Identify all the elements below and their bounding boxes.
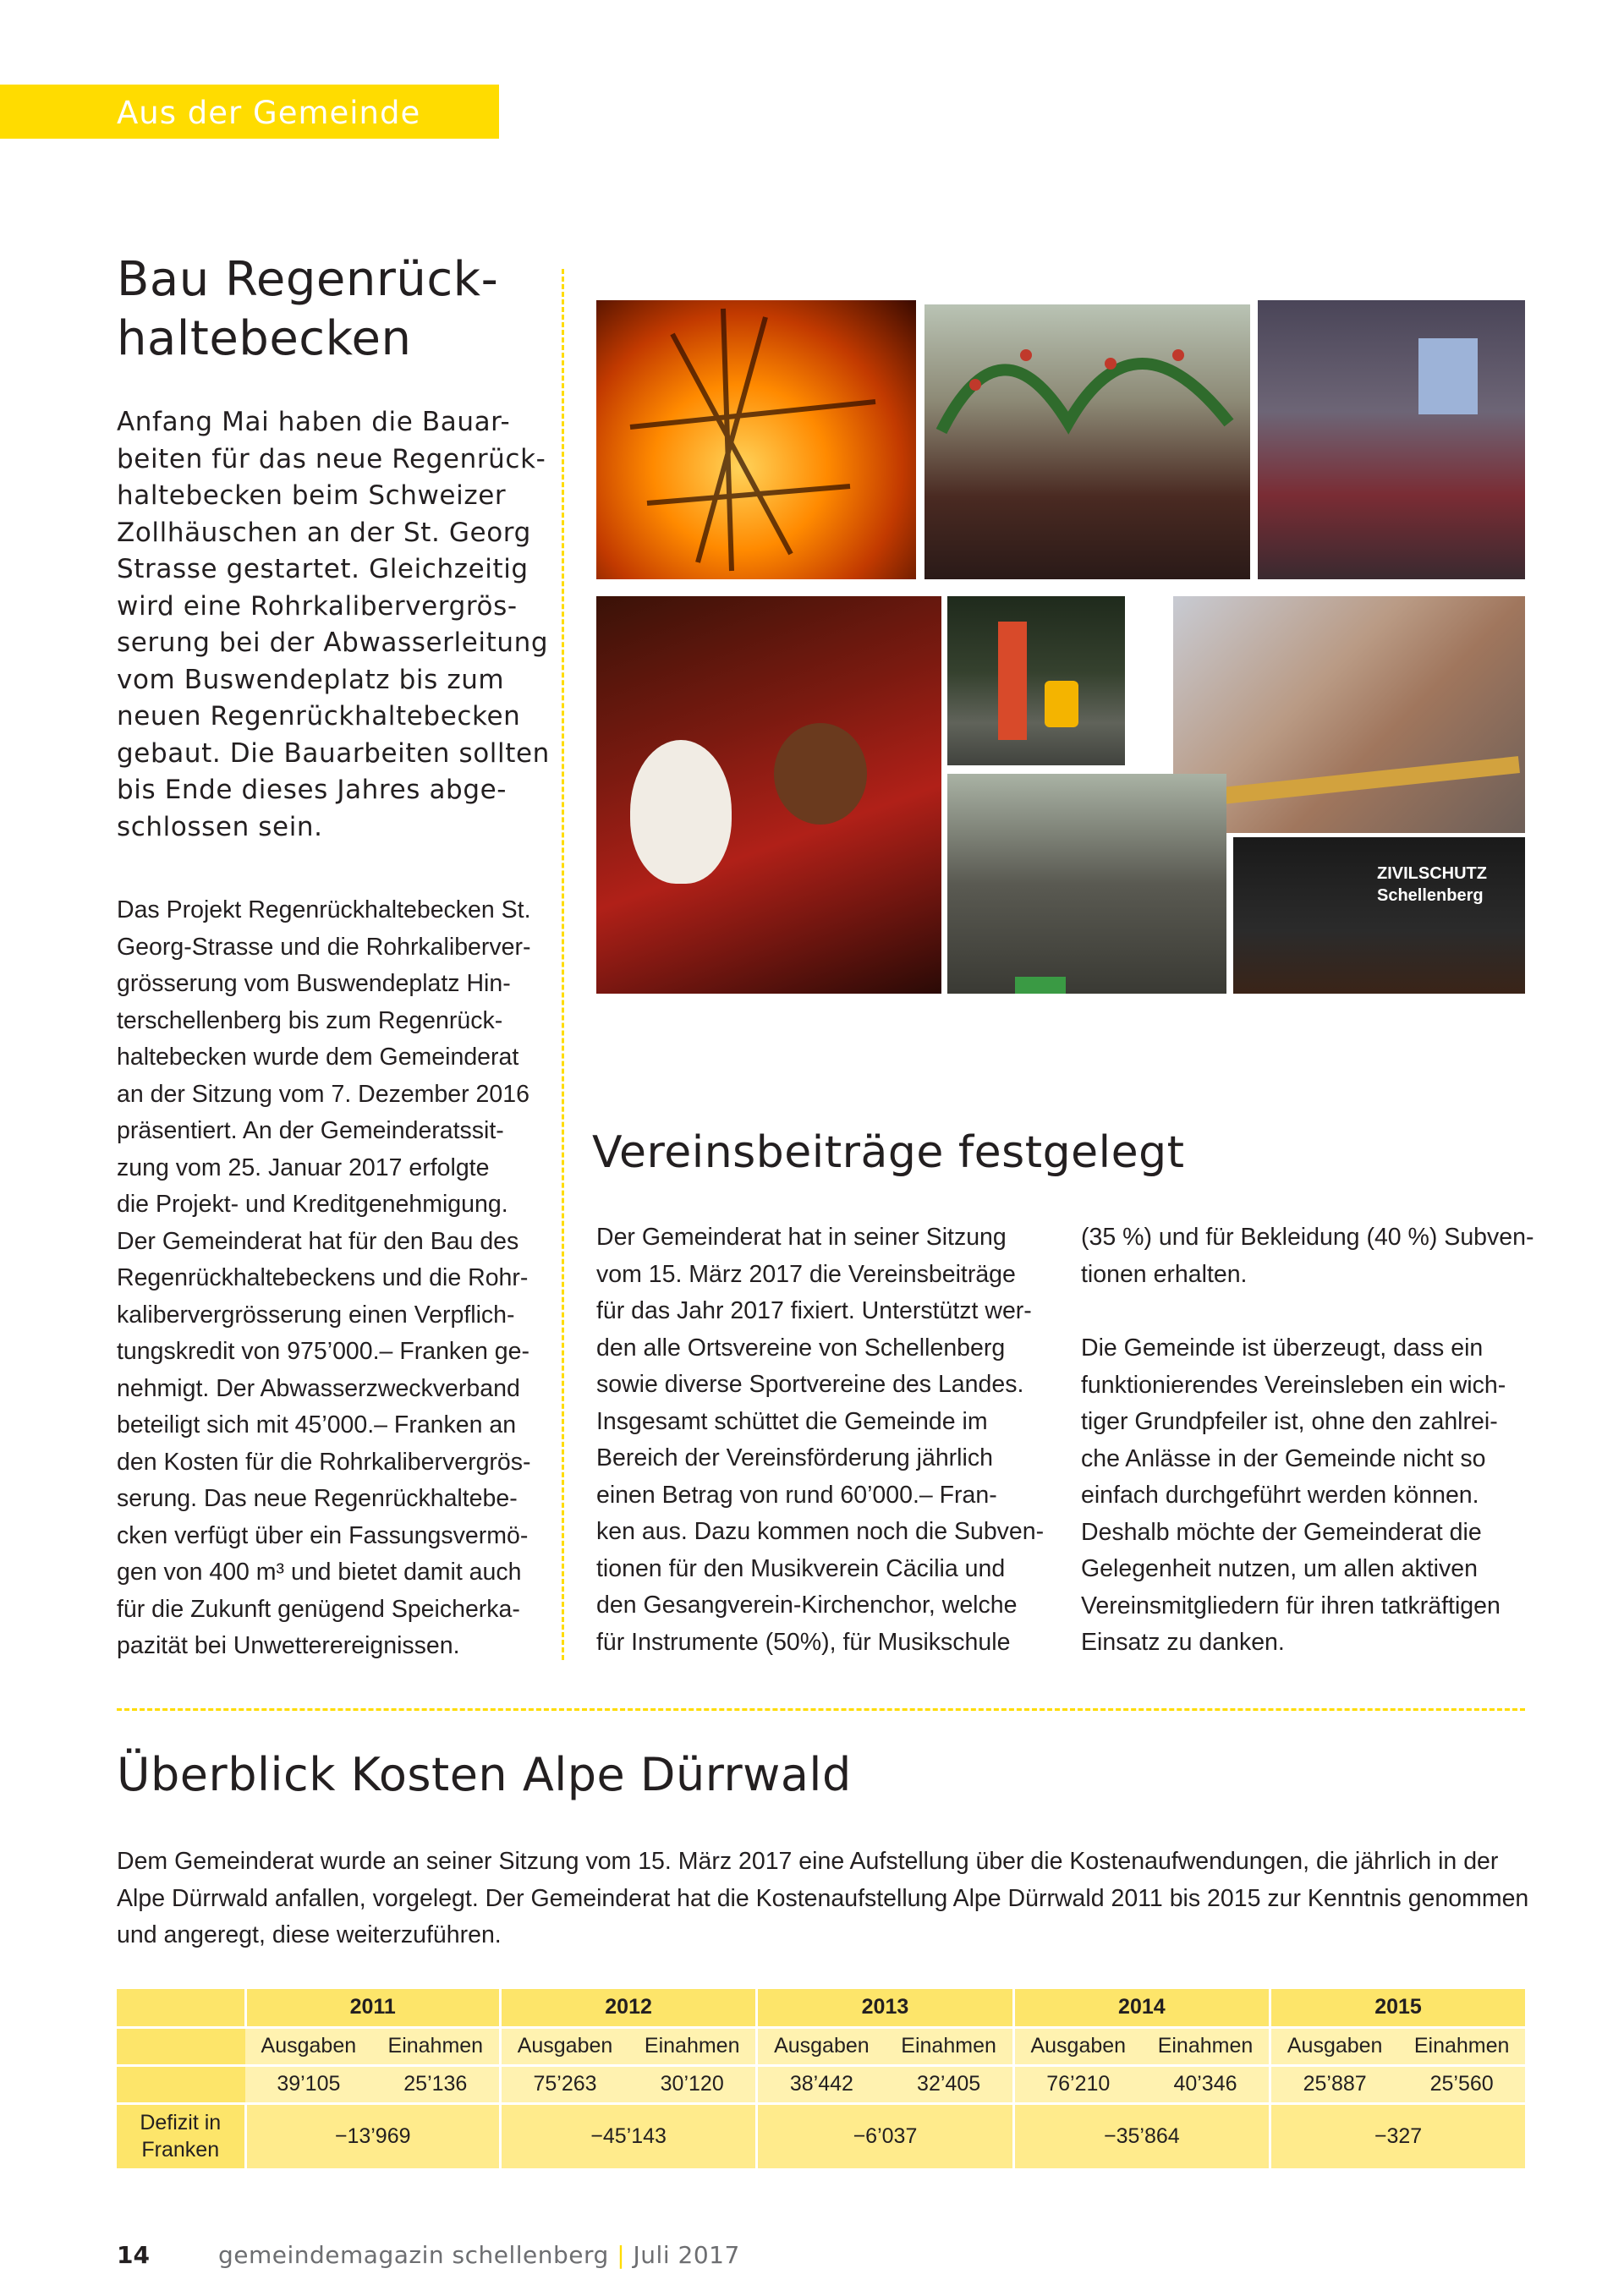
photo-bonfire [596, 300, 916, 579]
year-header: 2012 [500, 1989, 756, 2027]
ausgaben-header: Ausgaben [757, 2027, 886, 2065]
ausgaben-value: 76’210 [1013, 2065, 1142, 2103]
footer-publication: gemeindemagazin schellenberg | Juli 2017 [218, 2241, 740, 2269]
einnahmen-value: 40’346 [1142, 2065, 1270, 2103]
deficit-value: −45’143 [500, 2103, 756, 2168]
table-corner-cell [117, 1989, 245, 2027]
article3-title: Überblick Kosten Alpe Dürrwald [117, 1748, 852, 1801]
article1-lead: Anfang Mai haben die Bauar- beiten für das neue Regenrück- haltebecken beim Schweizer Zollhäuschen an der St. Georg Strasse gestartet. Gleichzeitig wird eine Rohrkalibervergrös- serung bei der Abwasserleitung vom Buswendeplatz bis zum neuen Regenrückhaltebecken gebaut. Die Bauarbeiten sollten bis Ende dieses Jahres abge- schlossen sein. [117, 407, 550, 842]
photo-civil-protection [1233, 837, 1525, 994]
section-tab [0, 85, 499, 139]
table-row-years [117, 1989, 1525, 2027]
photo-costume-dance [924, 304, 1250, 579]
einnahmen-header: Einahmen [1398, 2027, 1525, 2065]
civil-protection-badge: ZIVILSCHUTZ Schellenberg [1377, 864, 1487, 905]
einnahmen-value: 25’136 [372, 2065, 501, 2103]
ausgaben-value: 39’105 [245, 2065, 372, 2103]
deficit-value: −6’037 [757, 2103, 1013, 2168]
article1-title: Bau Regenrück- haltebecken [117, 252, 499, 366]
deficit-value: −327 [1270, 2103, 1525, 2168]
deficit-value: −13’969 [245, 2103, 500, 2168]
einnahmen-value: 32’405 [886, 2065, 1014, 2103]
table-row-deficit [117, 2103, 1525, 2168]
einnahmen-header: Einahmen [1142, 2027, 1270, 2065]
article2-column-2b: Die Gemeinde ist überzeugt, dass ein funktionierendes Vereinsleben ein wich- tiger Grundpfeiler ist, ohne den zahlrei- che Anlässe in der Gemeinde nicht so einfach durchgeführt werden können. Deshalb möchte der Gemeinderat die Gelegenheit nutzen, um allen aktiven Vereinsmitgliedern für ihren tatkräftigen Einsatz zu danken. [1081, 1334, 1506, 1656]
article2-column-2a: (35 %) und für Bekleidung (40 %) Subven- tionen erhalten. [1081, 1224, 1534, 1288]
ausgaben-header: Ausgaben [1013, 2027, 1142, 2065]
article2-column-1: Der Gemeinderat hat in seiner Sitzung vom 15. März 2017 die Vereinsbeiträge für das Jahr 2017 fixiert. Unterstützt wer- den alle Ortsvereine von Schellenberg sowie diverse Sportvereine des Landes. Insgesamt schüttet die Gemeinde im Bereich der Vereinsförderung jährlich einen Betrag von rund 60’000.– Fran- ken aus. Dazu kommen noch die Subven- tionen für den Musikverein Cäcilia und den Gesangverein-Kirchenchor, welche für Instrumente (50%), für Musikschule [596, 1224, 1045, 1656]
photo-youth-handshake [947, 774, 1226, 994]
einnahmen-header: Einahmen [372, 2027, 501, 2065]
table-row-subheaders [117, 2027, 1525, 2065]
einnahmen-value: 30’120 [628, 2065, 757, 2103]
table-row-values [117, 2065, 1525, 2103]
costs-table [117, 1989, 1525, 2168]
deficit-label: Defizit in Franken [117, 2103, 245, 2168]
year-header: 2015 [1270, 1989, 1525, 2027]
photo-choir-church [1258, 300, 1525, 579]
page-number: 14 [117, 2241, 150, 2269]
article3-intro: Dem Gemeinderat wurde an seiner Sitzung vom 15. März 2017 eine Aufstellung über die Kostenaufwendungen, die jährlich in der Alpe Dürrwald anfallen, vorgelegt. Der Gemeinderat hat die Kostenaufstellung Alpe Dürrwald 2011 bis 2015 zur Kenntnis genommen und angeregt, diese weiterzuführen. [117, 1848, 1529, 1948]
einnahmen-header: Einahmen [628, 2027, 757, 2065]
year-header: 2014 [1013, 1989, 1270, 2027]
einnahmen-value: 25’560 [1398, 2065, 1525, 2103]
ausgaben-value: 75’263 [500, 2065, 628, 2103]
vertical-divider [562, 269, 564, 1660]
ausgaben-header: Ausgaben [500, 2027, 628, 2065]
photo-santa-claus [596, 596, 941, 994]
ausgaben-header: Ausgaben [1270, 2027, 1399, 2065]
ausgaben-value: 38’442 [757, 2065, 886, 2103]
deficit-value: −35’864 [1013, 2103, 1270, 2168]
einnahmen-header: Einahmen [886, 2027, 1014, 2065]
ausgaben-value: 25’887 [1270, 2065, 1399, 2103]
article1-body: Das Projekt Regenrückhaltebecken St. Georg-Strasse und die Rohrkaliberver- grösserung vom Buswendeplatz Hin- terschellenberg bis zum Regenrück- haltebecken wurde dem Gemeinderat an der Sitzung vom 7. Dezember 2016 präsentiert. An der Gemeinderatssit- zung vom 25. Januar 2017 erfolgte die Projekt- und Kreditgenehmigung. Der Gemeinderat hat für den Bau des Regenrückhaltebeckens und die Rohr- kalibervergrösserung einen Verpflich- tungskredit von 975’000.– Franken ge- nehmigt. Der Abwasserzweckverband beteiligt sich mit 45’000.– Franken an den Kosten für die Rohrkalibervergrös- serung. Das neue Regenrückhaltebe- cken verfügt über ein Fassungsvermö- gen von 400 m³ und bietet damit auch für die Zukunft genügend Speicherka- pazität bei Unwetterereignissen. [117, 896, 531, 1659]
horizontal-divider [117, 1708, 1525, 1711]
ausgaben-header: Ausgaben [245, 2027, 372, 2065]
photo-traffic-safety [947, 596, 1125, 765]
article2-title: Vereinsbeiträge festgelegt [592, 1127, 1185, 1178]
year-header: 2013 [757, 1989, 1013, 2027]
section-label: Aus der Gemeinde [117, 95, 421, 131]
year-header: 2011 [245, 1989, 500, 2027]
